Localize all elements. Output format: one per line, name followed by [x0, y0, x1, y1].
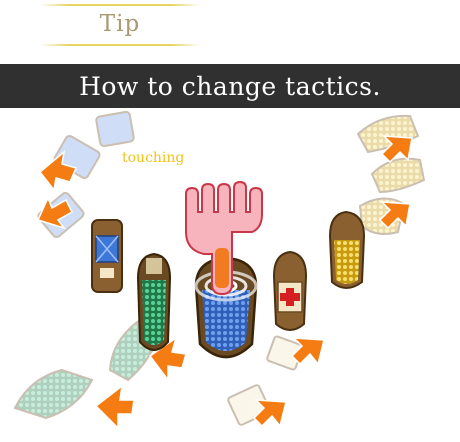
tip-bottom-divider	[40, 44, 200, 46]
ship-blue-left	[92, 220, 122, 292]
ghost-ship-trail-right	[227, 116, 424, 426]
swipe-arrow-icon	[292, 338, 324, 364]
title-banner	[0, 64, 460, 108]
tactics-illustration	[0, 108, 460, 442]
tip-top-divider	[40, 4, 200, 6]
ship-red-cross	[274, 252, 306, 330]
ship-yellow	[330, 212, 364, 288]
swipe-arrow-icon	[96, 386, 134, 428]
tip-label: Tip	[99, 11, 141, 37]
touching-label: touching	[122, 150, 185, 166]
tip-header	[40, 4, 200, 46]
banner-title: How to change tactics.	[79, 71, 381, 101]
ship-green	[138, 254, 170, 350]
